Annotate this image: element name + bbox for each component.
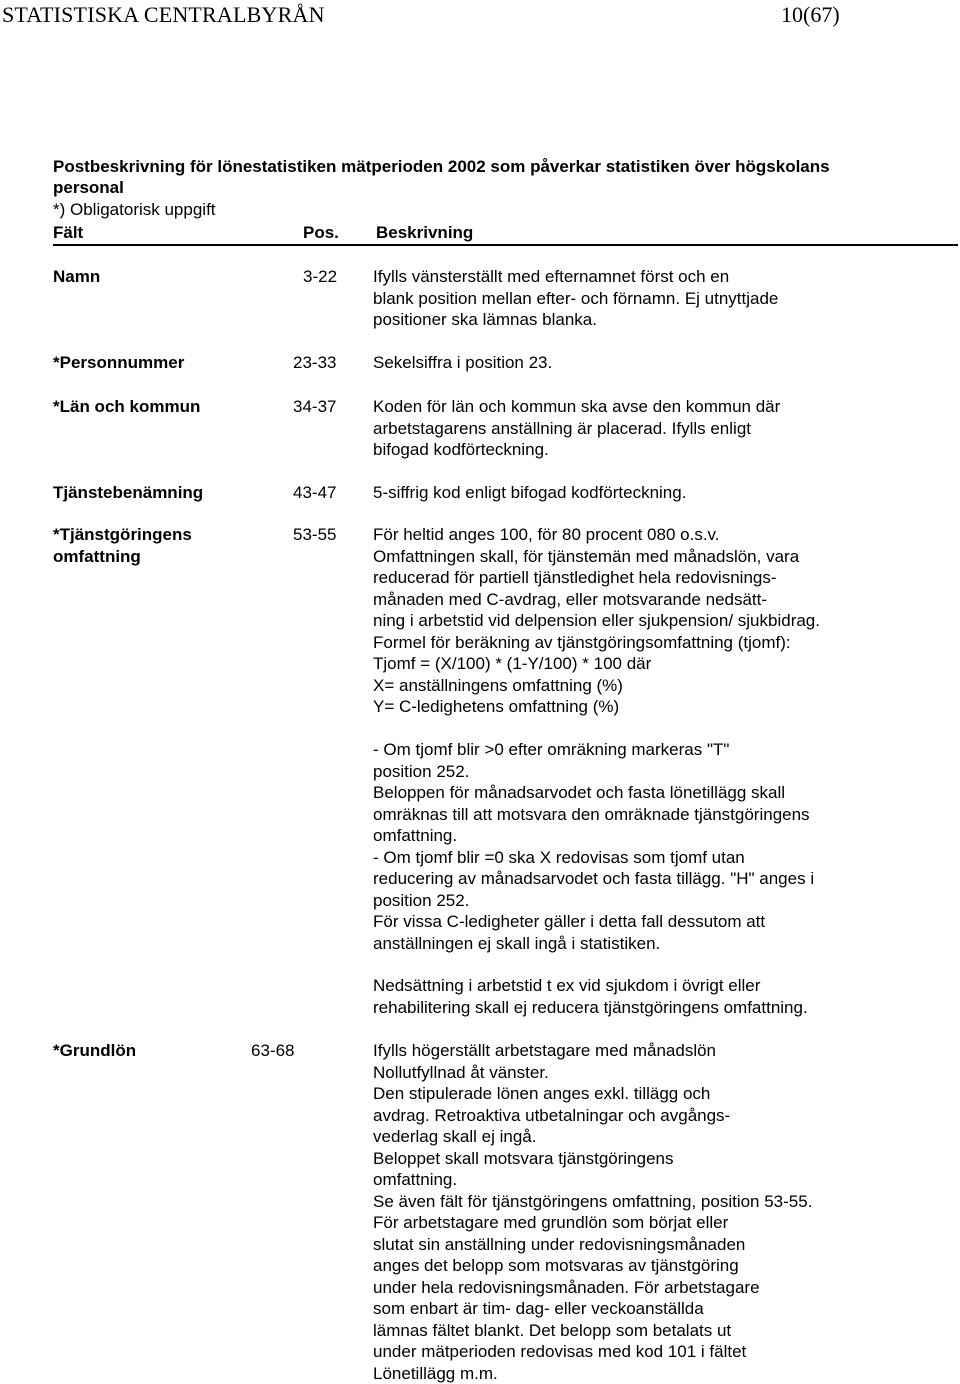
field-name-personnummer: *Personnummer: [53, 352, 184, 374]
description-line: Den stipulerade lönen anges exkl. tillägg och: [373, 1083, 958, 1105]
description-line: position 252.: [373, 761, 958, 783]
header-divider: [53, 244, 958, 246]
column-header-field: Fält: [53, 222, 83, 243]
title-line: personal: [53, 177, 933, 198]
description-line: blank position mellan efter- och förnamn. Ej utnyttjade: [373, 288, 958, 310]
document-title: [53, 156, 933, 198]
description-line: omfattning.: [373, 1169, 958, 1191]
description-line: För vissa C-ledigheter gäller i detta fall dessutom att: [373, 911, 958, 933]
organization-name: STATISTISKA CENTRALBYRÅN: [2, 2, 325, 28]
position-tjanstgoringens-omfattning: 53-55: [293, 524, 336, 546]
description-tjanstebenamning: [373, 482, 958, 504]
description-line: anställningen ej skall ingå i statistiken.: [373, 933, 958, 955]
description-omfattning-block-3: [373, 975, 958, 1018]
description-line: under hela redovisningsmånaden. För arbetstagare: [373, 1277, 958, 1299]
description-line: position 252.: [373, 890, 958, 912]
description-line: Beloppet skall motsvara tjänstgöringens: [373, 1148, 958, 1170]
description-line: - Om tjomf blir >0 efter omräkning markeras "T": [373, 739, 958, 761]
description-line: reducering av månadsarvodet och fasta tillägg. "H" anges i: [373, 868, 958, 890]
column-header-description: Beskrivning: [376, 222, 473, 243]
field-name-line: *Tjänstgöringens: [53, 524, 192, 546]
description-line: under mätperioden redovisas med kod 101 i fältet: [373, 1341, 958, 1363]
description-omfattning-block-1: [373, 524, 958, 718]
field-name-line: omfattning: [53, 546, 192, 568]
description-line: Lönetillägg m.m.: [373, 1363, 958, 1384]
column-header-pos: Pos.: [303, 222, 339, 243]
field-name-namn: Namn: [53, 266, 100, 288]
description-line: Nollutfyllnad åt vänster.: [373, 1062, 958, 1084]
description-line: reducerad för partiell tjänstledighet hela redovisnings-: [373, 567, 958, 589]
description-line: För heltid anges 100, för 80 procent 080 o.s.v.: [373, 524, 958, 546]
position-lan-och-kommun: 34-37: [293, 396, 336, 418]
description-line: ning i arbetstid vid delpension eller sjukpension/ sjukbidrag.: [373, 610, 958, 632]
description-line: Se även fält för tjänstgöringens omfattning, position 53-55.: [373, 1191, 958, 1213]
description-line: Beloppen för månadsarvodet och fasta lönetillägg skall: [373, 782, 958, 804]
description-line: Koden för län och kommun ska avse den kommun där: [373, 396, 958, 418]
description-line: Y= C-ledighetens omfattning (%): [373, 696, 958, 718]
description-line: För arbetstagare med grundlön som börjat eller: [373, 1212, 958, 1234]
description-line: månaden med C-avdrag, eller motsvarande nedsätt-: [373, 589, 958, 611]
description-line: som enbart är tim- dag- eller veckoanställda: [373, 1298, 958, 1320]
field-name-lan-och-kommun: *Län och kommun: [53, 396, 200, 418]
description-line: lämnas fältet blankt. Det belopp som betalats ut: [373, 1320, 958, 1342]
position-namn: 3-22: [303, 266, 337, 288]
description-line: omräknas till att motsvara den omräknade tjänstgöringens: [373, 804, 958, 826]
field-name-tjanstgoringens-omfattning: [53, 524, 192, 567]
description-personnummer: [373, 352, 958, 374]
mandatory-note: *) Obligatorisk uppgift: [53, 199, 216, 220]
description-line: Omfattningen skall, för tjänstemän med månadslön, vara: [373, 546, 958, 568]
description-line: Tjomf = (X/100) * (1-Y/100) * 100 där: [373, 653, 958, 675]
description-line: Nedsättning i arbetstid t ex vid sjukdom i övrigt eller: [373, 975, 958, 997]
description-line: bifogad kodförteckning.: [373, 439, 958, 461]
description-grundlon: [373, 1040, 958, 1384]
description-line: Ifylls högerställt arbetstagare med månadslön: [373, 1040, 958, 1062]
description-line: arbetstagarens anställning är placerad. Ifylls enligt: [373, 418, 958, 440]
description-line: omfattning.: [373, 825, 958, 847]
description-line: vederlag skall ej ingå.: [373, 1126, 958, 1148]
description-namn: [373, 266, 958, 331]
position-grundlon: 63-68: [251, 1040, 294, 1062]
description-lan-och-kommun: [373, 396, 958, 461]
description-line: rehabilitering skall ej reducera tjänstgöringens omfattning.: [373, 997, 958, 1019]
description-line: Sekelsiffra i position 23.: [373, 352, 958, 374]
field-name-grundlon: *Grundlön: [53, 1040, 136, 1062]
description-line: slutat sin anställning under redovisningsmånaden: [373, 1234, 958, 1256]
description-line: X= anställningens omfattning (%): [373, 675, 958, 697]
description-line: positioner ska lämnas blanka.: [373, 309, 958, 331]
position-personnummer: 23-33: [293, 352, 336, 374]
position-tjanstebenamning: 43-47: [293, 482, 336, 504]
description-line: avdrag. Retroaktiva utbetalningar och avgångs-: [373, 1105, 958, 1127]
description-omfattning-block-2: [373, 739, 958, 954]
description-line: 5-siffrig kod enligt bifogad kodförteckning.: [373, 482, 958, 504]
description-line: Formel för beräkning av tjänstgöringsomfattning (tjomf):: [373, 632, 958, 654]
page-number: 10(67): [781, 2, 840, 28]
title-line: Postbeskrivning för lönestatistiken mätperioden 2002 som påverkar statistiken över högskolans: [53, 156, 933, 177]
description-line: - Om tjomf blir =0 ska X redovisas som tjomf utan: [373, 847, 958, 869]
description-line: Ifylls vänsterställt med efternamnet först och en: [373, 266, 958, 288]
description-line: anges det belopp som motsvaras av tjänstgöring: [373, 1255, 958, 1277]
field-name-tjanstebenamning: Tjänstebenämning: [53, 482, 203, 504]
